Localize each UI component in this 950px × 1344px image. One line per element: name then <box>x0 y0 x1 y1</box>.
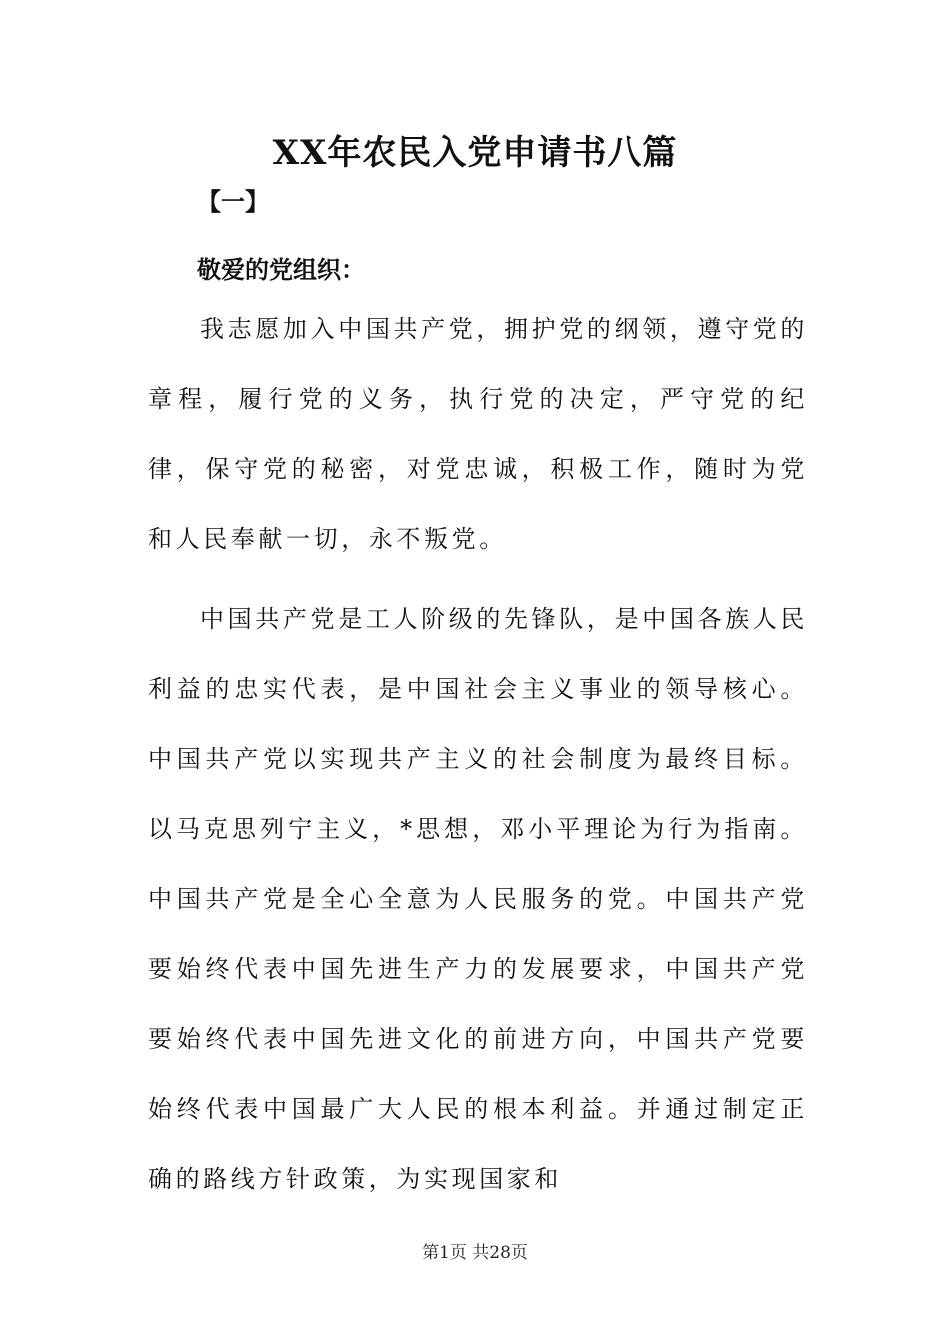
salutation: 敬爱的党组织： <box>197 255 365 284</box>
page-footer: 第1页 共28页 <box>422 1243 528 1263</box>
body-paragraph: 中国共产党是工人阶级的先锋队，是中国各族人民利益的忠实代表，是中国社会主义事业的领导核心。中国共产党以实现共产主义的社会制度为最终目标。以马克思列宁主义，*思想，邓小平理论为行为指南。中国共产党是全心全意为人民服务的党。中国共产党要始终代表中国先进生产力的发展要求，中国共产党要始终代表中国先进文化的前进方向，中国共产党要始终代表中国最广大人民的根本利益。并通过制定正确的路线方针政策，为实现国家和 <box>148 605 808 1193</box>
body-paragraph: 我志愿加入中国共产党，拥护党的纲领，遵守党的章程，履行党的义务，执行党的决定，严守党的纪律，保守党的秘密，对党忠诚，积极工作，随时为党和人民奉献一切，永不叛党。 <box>148 315 808 553</box>
section-label: 【一】 <box>197 187 269 216</box>
document-title: XX年农民入党申请书八篇 <box>272 133 678 173</box>
